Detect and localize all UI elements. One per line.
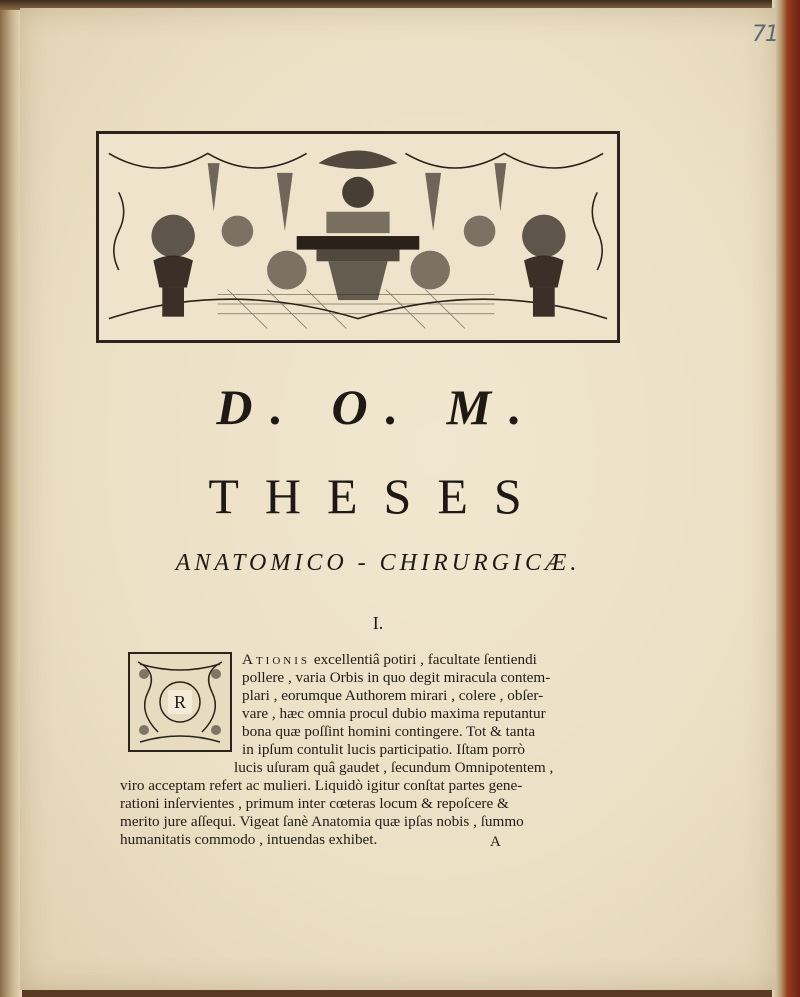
- folio-mark: 71: [752, 22, 778, 47]
- heading-dom: D. O. M.: [216, 379, 540, 435]
- subtitle: ANATOMICO - CHIRURGICÆ.: [175, 550, 581, 576]
- book-page: [20, 8, 776, 990]
- paragraph-line-2: pollere , varia Orbis in quo degit miracula contem-: [242, 669, 551, 686]
- drop-cap: [128, 652, 232, 752]
- page-edge-red: [772, 0, 800, 997]
- paragraph-line-8: viro acceptam refert ac mulieri. Liquidò igitur conſtat partes gene-: [120, 777, 523, 794]
- ornamental-headpiece: [96, 131, 620, 343]
- signature-mark: A: [490, 834, 501, 850]
- paragraph-line-3: plari , eorumque Authorem mirari , colere , obſer-: [242, 687, 544, 704]
- paragraph-line-10: merito jure aſſequi. Vigeat ſanè Anatomia quæ ipſas nobis , ſummo: [120, 813, 524, 830]
- heading-theses: THESES: [208, 468, 548, 524]
- drop-cap-letter: R: [173, 691, 186, 712]
- paragraph-line-1: [242, 651, 537, 669]
- line-text: excellentiâ potiri , facultate ſentiendi: [310, 651, 537, 668]
- paragraph-line-7: lucis uſuram quâ gaudet , ſecundum Omnipotentem ,: [234, 759, 554, 776]
- headpiece-engraving-icon: [99, 134, 617, 340]
- paragraph-line-11: humanitatis commodo , intuendas exhibet.: [120, 831, 378, 848]
- section-number: I.: [372, 613, 384, 633]
- first-word: Ationis: [242, 651, 311, 668]
- paragraph-line-6: in ipſum contulit lucis participatio. Iſtam porrò: [242, 741, 526, 758]
- paragraph-line-5: bona quæ poſſint homini contingere. Tot & tanta: [242, 723, 536, 740]
- paragraph-line-9: rationi inſervientes , primum inter cœteras locum & repoſcere &: [120, 795, 509, 812]
- paragraph-line-4: vare , hæc omnia procul dubio maxima reputantur: [242, 705, 546, 722]
